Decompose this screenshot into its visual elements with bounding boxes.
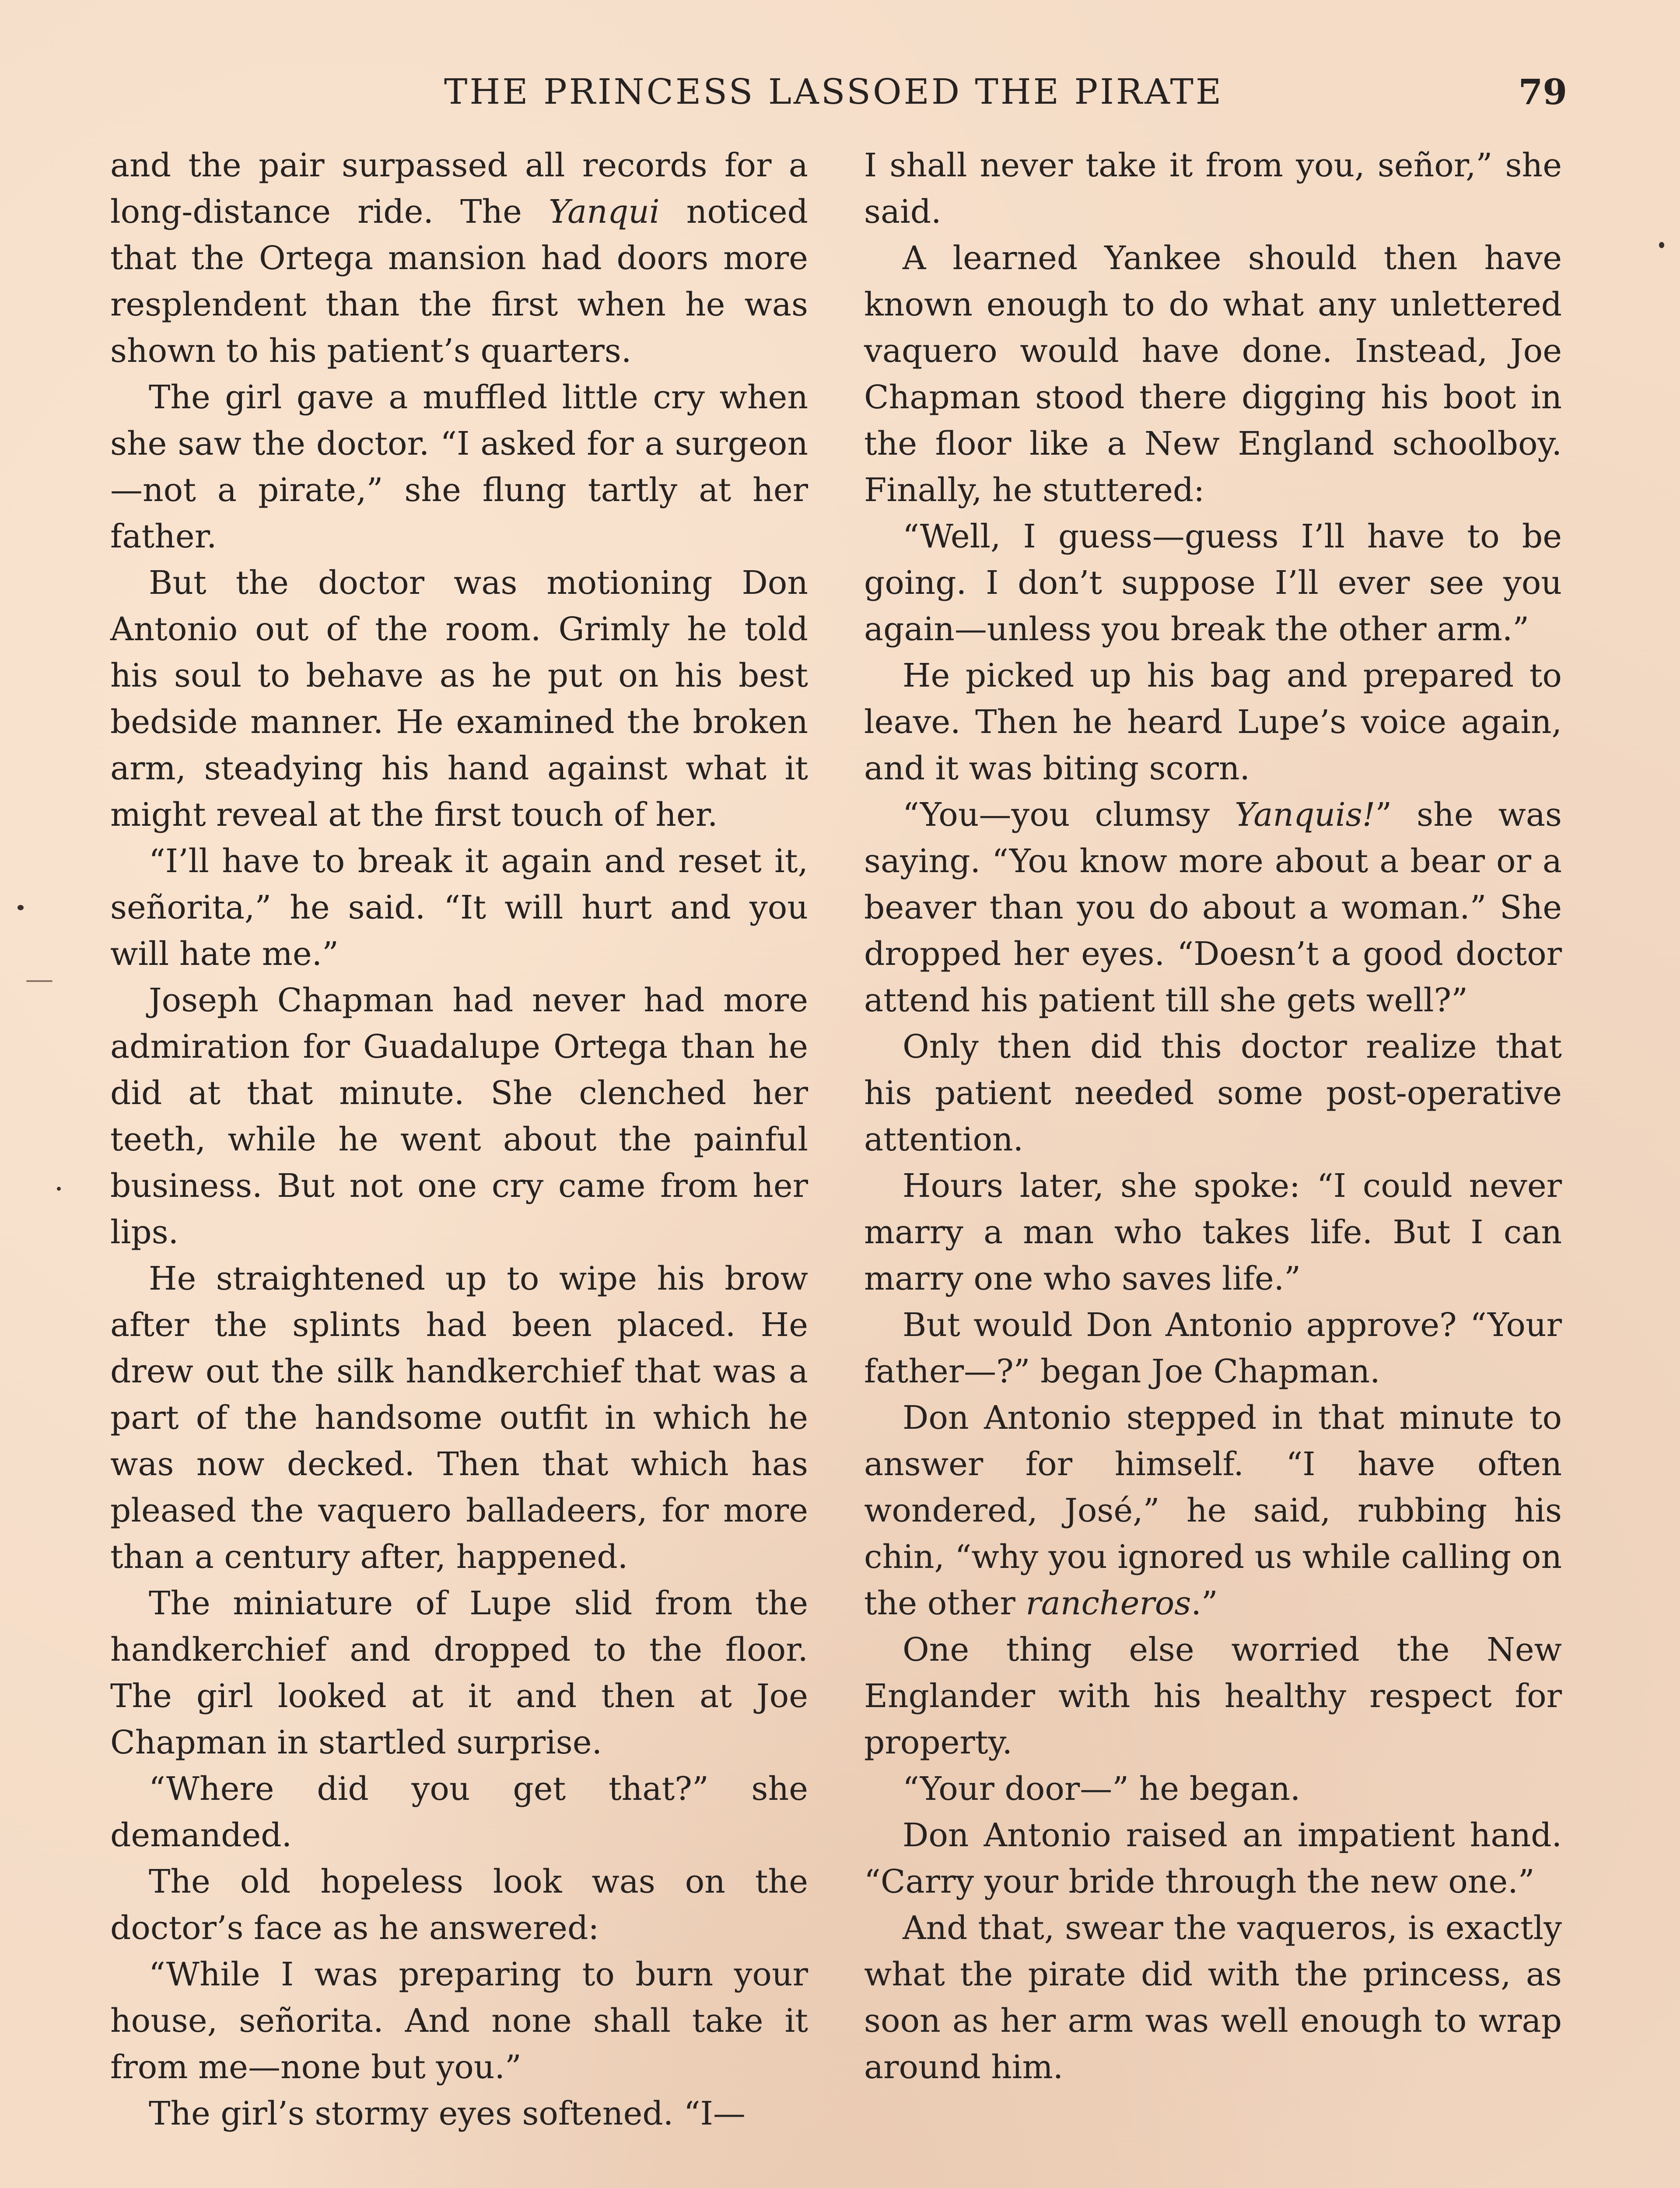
print-speck	[1659, 242, 1664, 248]
paragraph	[864, 513, 1562, 652]
running-title: THE PRINCESS LASSOED THE PIRATE	[444, 71, 1224, 112]
paragraph	[864, 1812, 1562, 1905]
paragraph	[110, 560, 808, 838]
text-run: He straightened up to wipe his brow after the splints had been placed. He drew out the silk handkerchief that was a part of the handsome outfit in which he was now decked. Then that which has pleased the vaquero balladeers, for more than a century after, happened.	[110, 1260, 808, 1576]
text-run: Joseph Chapman had never had more admiration for Guadalupe Ortega than he did at that minute. She clenched her teeth, while he went about the painful business. But not one cry came from her lips.	[110, 982, 808, 1251]
text-run: He picked up his bag and prepared to leave. Then he heard Lupe’s voice again, and it was biting scorn.	[864, 657, 1562, 787]
paragraph	[864, 142, 1562, 235]
text-run: But the doctor was motioning Don Antonio out of the room. Grimly he told his soul to behave as he put on his best bedside manner. He examined the broken arm, steadying his hand against what it might reveal at the first touch of her.	[110, 564, 808, 834]
text-run: The old hopeless look was on the doctor’s face as he answered:	[110, 1863, 808, 1947]
paragraph	[110, 838, 808, 977]
paragraph	[864, 652, 1562, 792]
paragraph	[110, 977, 808, 1255]
paragraph	[110, 2090, 808, 2137]
paragraph	[864, 235, 1562, 513]
paragraph	[864, 1766, 1562, 1812]
text-run: “While I was preparing to burn your house, señorita. And none shall take it from me—none but you.”	[110, 1956, 808, 2086]
text-run: noticed that the Ortega mansion had doors more resplendent than the first when he was shown to his patient’s quarters.	[110, 193, 808, 370]
paragraph	[110, 374, 808, 560]
paragraph	[864, 1163, 1562, 1302]
italic-text: Yanquis!	[1235, 796, 1376, 834]
paragraph	[110, 142, 808, 374]
paragraph	[864, 1905, 1562, 2090]
text-run: “I’ll have to break it again and reset it, señorita,” he said. “It will hurt and you will hate me.”	[110, 842, 808, 973]
text-run: The girl gave a muffled little cry when she saw the doctor. “I asked for a surgeon—not a pirate,” she flung tartly at her father.	[110, 379, 808, 555]
print-speck	[18, 905, 24, 910]
text-run: “Well, I guess—guess I’ll have to be going. I don’t suppose I’ll ever see you again—unless you break the other arm.”	[864, 518, 1562, 648]
italic-text: rancheros	[1026, 1585, 1191, 1622]
paragraph	[864, 1302, 1562, 1395]
paragraph	[110, 1255, 808, 1580]
paragraph	[110, 1858, 808, 1951]
text-run: “You—you clumsy	[903, 796, 1235, 834]
paragraph	[110, 1951, 808, 2090]
text-run: One thing else worried the New Englander with his healthy respect for property.	[864, 1631, 1562, 1761]
text-run: Only then did this doctor realize that his patient needed some post-operative attention.	[864, 1028, 1562, 1158]
print-mark	[26, 980, 52, 982]
italic-text: Yanqui	[549, 193, 660, 231]
text-run: ” she was saying. “You know more about a bear or a beaver than you do about a woman.” She dropped her eyes. “Doesn’t a good doctor attend his patient till she gets well?”	[864, 796, 1562, 1019]
paragraph	[864, 1024, 1562, 1163]
paragraph	[864, 792, 1562, 1024]
text-run: Hours later, she spoke: “I could never marry a man who takes life. But I can marry one who saves life.”	[864, 1167, 1562, 1297]
print-speck	[57, 1187, 61, 1191]
text-column-right	[864, 142, 1562, 2090]
running-head	[0, 68, 1680, 116]
text-run: A learned Yankee should then have known enough to do what any unlettered vaquero would have done. Instead, Joe Chapman stood there digging his boot in the floor like a New England schoolboy. Finally, he stuttered:	[864, 239, 1562, 509]
paragraph	[110, 1580, 808, 1766]
text-run: Don Antonio raised an impatient hand. “Carry your bride through the new one.”	[864, 1816, 1562, 1900]
paragraph	[864, 1627, 1562, 1766]
text-run: The miniature of Lupe slid from the handkerchief and dropped to the floor. The girl looked at it and then at Joe Chapman in startled surprise.	[110, 1585, 808, 1761]
page-number: 79	[1518, 71, 1567, 112]
text-run: The girl’s stormy eyes softened. “I—	[149, 2095, 746, 2132]
text-run: “Your door—” he began.	[903, 1770, 1301, 1808]
text-run: “Where did you get that?” she demanded.	[110, 1770, 808, 1854]
paragraph	[864, 1395, 1562, 1627]
text-column-left	[110, 142, 808, 2137]
text-run: .”	[1191, 1585, 1218, 1622]
text-run: And that, swear the vaqueros, is exactly what the pirate did with the princess, as soon as her arm was well enough to wrap around him.	[864, 1909, 1562, 2086]
paragraph	[110, 1766, 808, 1858]
text-run: and the pair surpassed all records for a long-distance ride. The	[110, 147, 808, 231]
text-run: But would Don Antonio approve? “Your father—?” began Joe Chapman.	[864, 1306, 1562, 1390]
text-run: Don Antonio stepped in that minute to answer for himself. “I have often wondered, José,” he said, rubbing his chin, “why you ignored us while calling on the other	[864, 1399, 1562, 1622]
text-run: I shall never take it from you, señor,” she said.	[864, 147, 1562, 231]
